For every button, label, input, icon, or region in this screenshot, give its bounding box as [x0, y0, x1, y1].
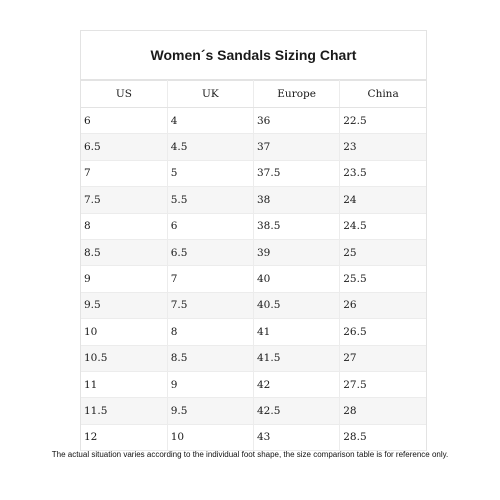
- cell-europe: 40.5: [254, 292, 340, 318]
- cell-uk: 10: [167, 424, 253, 450]
- cell-us: 9.5: [81, 292, 167, 318]
- cell-uk: 9.5: [167, 398, 253, 424]
- cell-china: 28: [340, 398, 426, 424]
- table-row: [81, 213, 426, 239]
- cell-us: 7.5: [81, 187, 167, 213]
- cell-china: 26.5: [340, 319, 426, 345]
- cell-europe: 38.5: [254, 213, 340, 239]
- cell-china: 23.5: [340, 160, 426, 186]
- cell-us: 12: [81, 424, 167, 450]
- cell-us: 8: [81, 213, 167, 239]
- cell-us: 6.5: [81, 134, 167, 160]
- header-china: China: [340, 81, 426, 108]
- cell-us: 11: [81, 371, 167, 397]
- cell-us: 11.5: [81, 398, 167, 424]
- cell-europe: 38: [254, 187, 340, 213]
- table-row: [81, 398, 426, 424]
- cell-uk: 6: [167, 213, 253, 239]
- cell-uk: 8.5: [167, 345, 253, 371]
- disclaimer-note: The actual situation varies according to the individual foot shape, the size comparison table is for reference only.: [51, 450, 449, 459]
- cell-china: 24.5: [340, 213, 426, 239]
- cell-china: 28.5: [340, 424, 426, 450]
- cell-uk: 8: [167, 319, 253, 345]
- cell-europe: 36: [254, 108, 340, 134]
- header-europe: Europe: [254, 81, 340, 108]
- header-us: US: [81, 81, 167, 108]
- table-body: [81, 108, 426, 451]
- cell-uk: 9: [167, 371, 253, 397]
- cell-europe: 43: [254, 424, 340, 450]
- cell-china: 23: [340, 134, 426, 160]
- table-row: [81, 266, 426, 292]
- size-table: [81, 80, 426, 451]
- cell-europe: 37: [254, 134, 340, 160]
- cell-china: 25: [340, 239, 426, 265]
- cell-uk: 5.5: [167, 187, 253, 213]
- cell-china: 25.5: [340, 266, 426, 292]
- cell-uk: 6.5: [167, 239, 253, 265]
- cell-uk: 7: [167, 266, 253, 292]
- table-row: [81, 108, 426, 134]
- cell-europe: 41: [254, 319, 340, 345]
- header-uk: UK: [167, 81, 253, 108]
- cell-europe: 41.5: [254, 345, 340, 371]
- cell-china: 26: [340, 292, 426, 318]
- cell-uk: 5: [167, 160, 253, 186]
- cell-uk: 7.5: [167, 292, 253, 318]
- cell-us: 10.5: [81, 345, 167, 371]
- chart-title: Women´s Sandals Sizing Chart: [81, 31, 426, 80]
- cell-china: 27: [340, 345, 426, 371]
- table-row: [81, 292, 426, 318]
- cell-us: 6: [81, 108, 167, 134]
- cell-europe: 42.5: [254, 398, 340, 424]
- cell-europe: 37.5: [254, 160, 340, 186]
- cell-china: 22.5: [340, 108, 426, 134]
- cell-uk: 4.5: [167, 134, 253, 160]
- cell-us: 8.5: [81, 239, 167, 265]
- header-row: [81, 81, 426, 108]
- table-row: [81, 239, 426, 265]
- cell-us: 10: [81, 319, 167, 345]
- cell-europe: 40: [254, 266, 340, 292]
- cell-europe: 39: [254, 239, 340, 265]
- cell-china: 27.5: [340, 371, 426, 397]
- cell-us: 9: [81, 266, 167, 292]
- table-row: [81, 160, 426, 186]
- table-row: [81, 424, 426, 450]
- sizing-chart: [80, 30, 427, 451]
- table-row: [81, 319, 426, 345]
- cell-china: 24: [340, 187, 426, 213]
- table-row: [81, 345, 426, 371]
- table-row: [81, 134, 426, 160]
- cell-us: 7: [81, 160, 167, 186]
- cell-europe: 42: [254, 371, 340, 397]
- table-row: [81, 371, 426, 397]
- table-row: [81, 187, 426, 213]
- cell-uk: 4: [167, 108, 253, 134]
